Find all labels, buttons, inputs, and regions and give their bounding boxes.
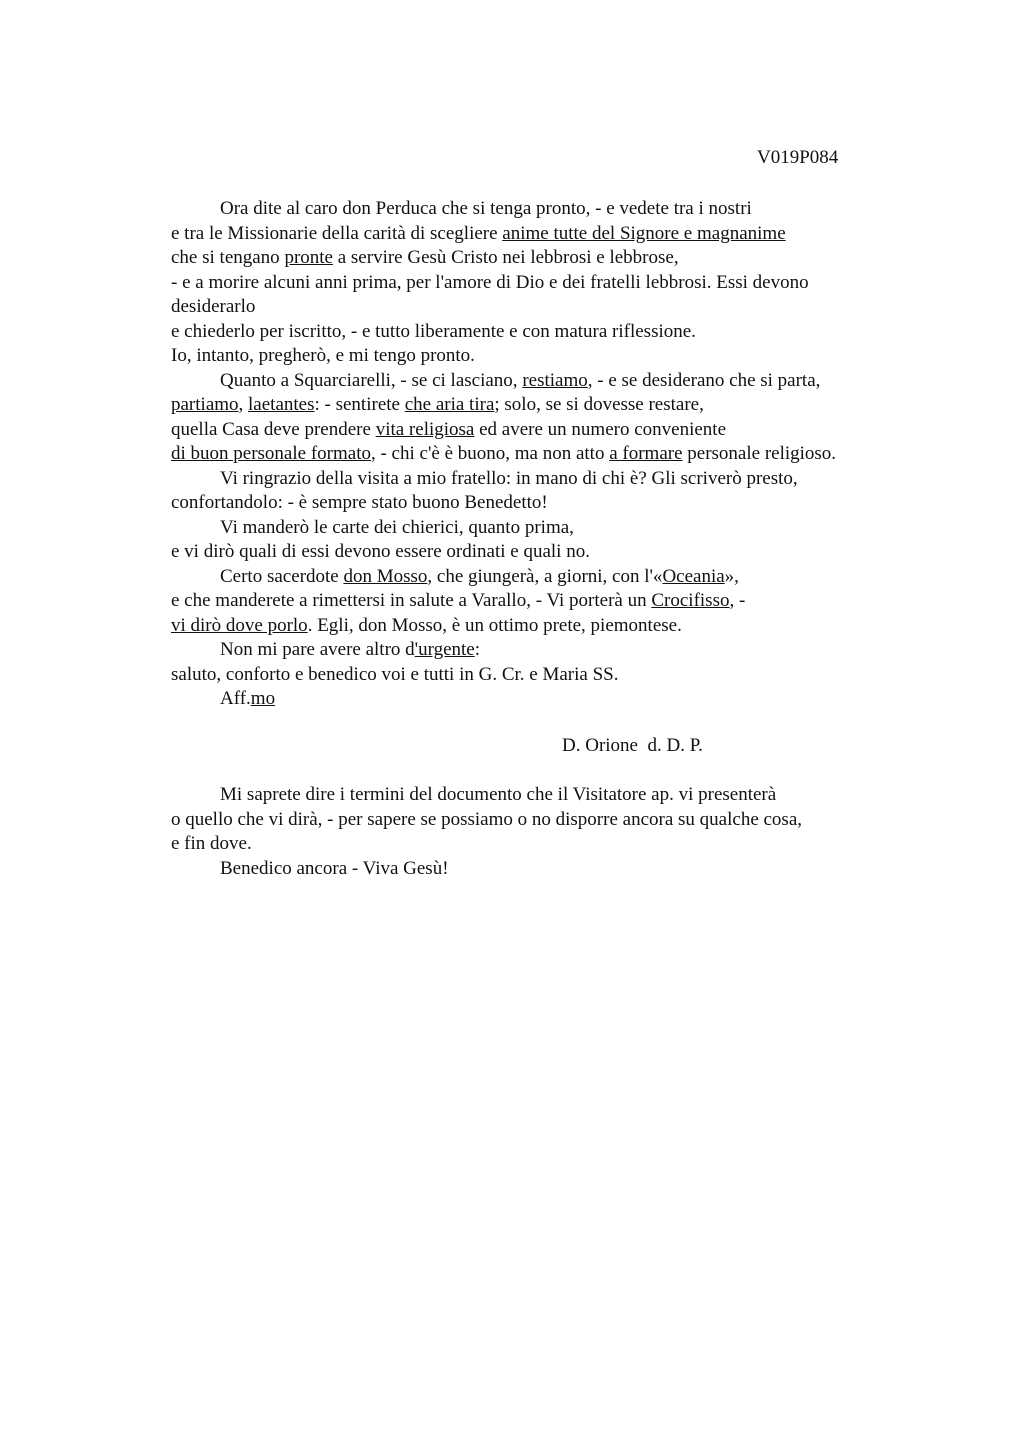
postscript-line: [171, 857, 931, 882]
postscript-line: [171, 783, 931, 808]
underlined-text: che aria tira: [404, 394, 495, 415]
body-line: [171, 369, 931, 394]
body-line: [171, 491, 931, 516]
text-segment: Aff.: [220, 688, 251, 709]
body-line: [171, 516, 931, 541]
text-segment: desiderarlo: [171, 296, 256, 317]
underlined-text: laetantes: [248, 394, 315, 415]
text-segment: Quanto a Squarciarelli, - se ci lasciano,: [220, 369, 523, 391]
text-segment: ; solo, se si dovesse restare,: [494, 394, 704, 415]
text-segment: e fin dove.: [171, 833, 252, 854]
body-line: [171, 393, 931, 418]
text-segment: Benedico ancora - Viva Gesù!: [220, 857, 449, 879]
postscript-line: [171, 808, 931, 833]
body-line: [171, 638, 931, 663]
text-segment: Non mi pare avere altro d: [220, 639, 415, 660]
underlined-text: anime tutte del Signore e magnanime: [502, 222, 786, 244]
body-line: [171, 295, 931, 320]
body-line: [171, 467, 931, 492]
text-segment: a servire Gesù Cristo nei lebbrosi e lebbrose,: [332, 247, 679, 268]
text-segment: saluto, conforto e benedico voi e tutti in G. Cr. e Maria SS.: [171, 663, 619, 685]
text-segment: Vi manderò le carte dei chierici, quanto prima,: [220, 516, 574, 538]
text-segment: Io, intanto, pregherò, e mi tengo pronto.: [171, 345, 475, 366]
text-segment: Certo sacerdote: [220, 565, 344, 587]
postscript: [171, 783, 931, 881]
text-segment: , -: [729, 590, 746, 611]
text-segment: quella Casa deve prendere: [171, 418, 376, 440]
signature: D. Orione d. D. P.: [562, 735, 703, 756]
text-segment: : - sentirete: [314, 394, 405, 415]
underlined-text: vi dirò dove porlo: [171, 614, 308, 636]
body-line: [171, 197, 931, 222]
underlined-text: Oceania: [662, 565, 725, 587]
text-segment: e che manderete a rimettersi in salute a Varallo, - Vi porterà un: [171, 590, 652, 611]
text-segment: . Egli, don Mosso, è un ottimo prete, piemontese.: [307, 614, 682, 636]
text-segment: »,: [724, 565, 739, 587]
text-segment: , - e se desiderano che si parta,: [587, 369, 821, 391]
text-segment: , - chi c'è è buono, ma non atto: [370, 443, 610, 464]
text-segment: Mi saprete dire i termini del documento che il Visitatore ap. vi presenterà: [220, 784, 777, 805]
text-segment: e chiederlo per iscritto, - e tutto liberamente e con matura riflessione.: [171, 320, 696, 342]
body-line: [171, 614, 931, 639]
body-line: [171, 271, 931, 296]
body-line: [171, 222, 931, 247]
body-line: [171, 246, 931, 271]
underlined-text: mo: [250, 688, 276, 709]
underlined-text: di buon personale formato: [171, 443, 371, 464]
underlined-text: 'urgente: [414, 639, 475, 660]
document-reference: V019P084: [757, 147, 839, 168]
text-segment: ed avere un numero conveniente: [474, 418, 726, 440]
text-segment: ,: [238, 394, 249, 415]
text-segment: - e a morire alcuni anni prima, per l'amore di Dio e dei fratelli lebbrosi. Essi devono: [171, 271, 809, 293]
body-line: [171, 589, 931, 614]
underlined-text: don Mosso: [343, 565, 428, 587]
text-segment: Vi ringrazio della visita a mio fratello: in mano di chi è? Gli scriverò presto,: [220, 467, 798, 489]
underlined-text: vita religiosa: [375, 418, 475, 440]
body-line: [171, 565, 931, 590]
body-line: [171, 344, 931, 369]
underlined-text: Crocifisso: [651, 590, 730, 611]
letter-body: [171, 197, 931, 712]
text-segment: confortandolo: - è sempre stato buono Benedetto!: [171, 492, 548, 513]
body-line: [171, 442, 931, 467]
underlined-text: restiamo: [522, 369, 588, 391]
postscript-line: [171, 832, 931, 857]
text-segment: :: [474, 639, 481, 660]
underlined-text: a formare: [609, 443, 683, 464]
body-line: [171, 540, 931, 565]
underlined-text: pronte: [284, 247, 333, 268]
body-line: [171, 663, 931, 688]
body-line: [171, 320, 931, 345]
text-segment: che si tengano: [171, 247, 285, 268]
text-segment: e vi dirò quali di essi devono essere ordinati e quali no.: [171, 541, 590, 562]
body-line: [171, 418, 931, 443]
underlined-text: partiamo: [171, 394, 239, 415]
text-segment: , che giungerà, a giorni, con l'«: [427, 565, 663, 587]
text-segment: e tra le Missionarie della carità di scegliere: [171, 222, 503, 244]
text-segment: o quello che vi dirà, - per sapere se possiamo o no disporre ancora su qualche cosa,: [171, 808, 803, 830]
text-segment: Ora dite al caro don Perduca che si tenga pronto, - e vedete tra i nostri: [220, 198, 752, 219]
body-line: [171, 687, 931, 712]
text-segment: personale religioso.: [682, 443, 837, 464]
